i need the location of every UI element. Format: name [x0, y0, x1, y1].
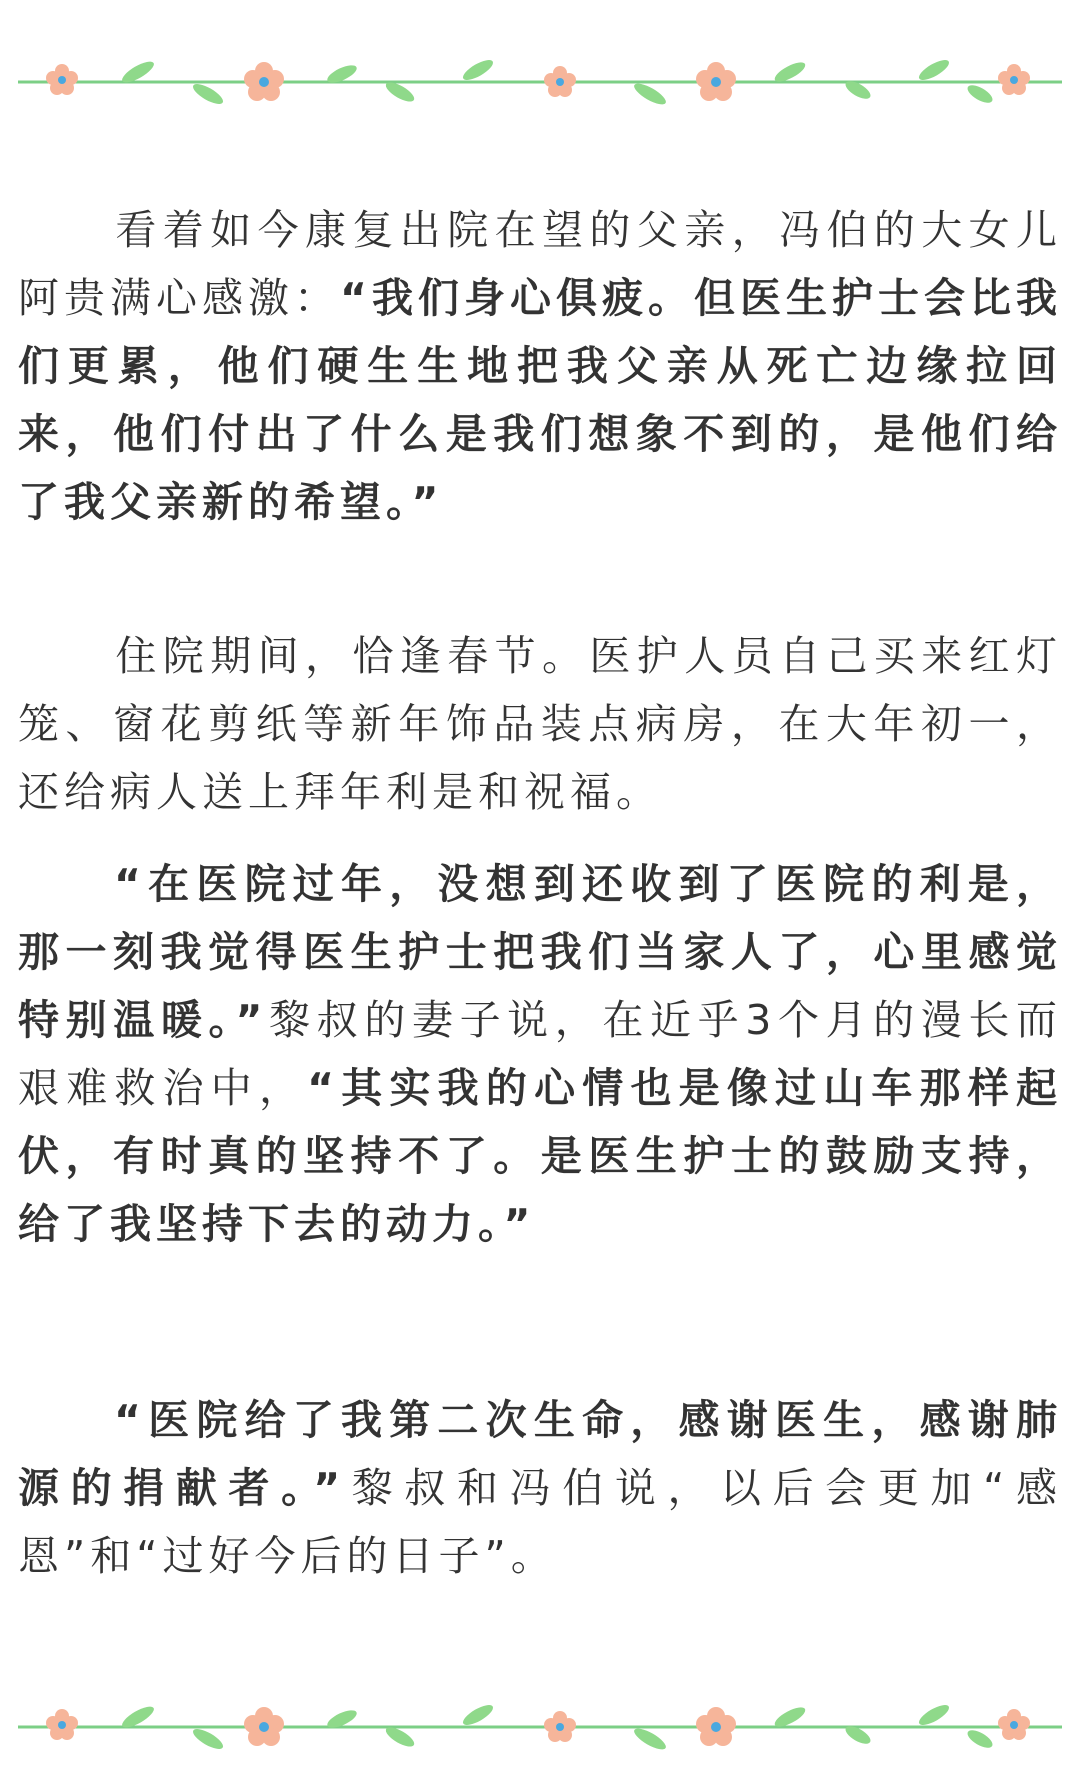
paragraph-4	[18, 1386, 1062, 1590]
flower-vine-border-bottom	[0, 1685, 1080, 1775]
paragraph-1-quote: “我们身心俱疲。但医生护士会比我们更累，他们硬生生地把我父亲从死亡边缘拉回来，他们付出了什么是我们想象不到的，是他们给了我父亲新的希望。”	[18, 274, 1062, 526]
flower-vine-border-top	[0, 40, 1080, 130]
paragraph-3-quote-2: “其实我的心情也是像过山车那样起伏，有时真的坚持不了。是医生护士的鼓励支持，给了我坚持下去的动力。”	[18, 1064, 1062, 1248]
paragraph-4-quote: “医院给了我第二次生命，感谢医生，感谢肺源的捐献者。”	[18, 1396, 1062, 1512]
paragraph-2-text: 住院期间，恰逢春节。医护人员自己买来红灯笼、窗花剪纸等新年饰品装点病房，在大年初一，还给病人送上拜年利是和祝福。	[18, 632, 1062, 816]
paragraph-4-text: 黎叔和冯伯说，以后会更加“感恩”和“过好今后的日子”。	[18, 1464, 1062, 1580]
paragraph-1	[18, 196, 1062, 536]
paragraph-3-quote-1: “在医院过年，没想到还收到了医院的利是，那一刻我觉得医生护士把我们当家人了，心里感觉特别温暖。”	[18, 860, 1062, 1044]
paragraph-1-text: 看着如今康复出院在望的父亲，冯伯的大女儿阿贵满心感激：	[18, 206, 1062, 322]
paragraph-3-text: 黎叔的妻子说，在近乎3个月的漫长而艰难救治中，	[18, 996, 1062, 1112]
paragraph-2	[18, 622, 1062, 826]
paragraph-3	[18, 850, 1062, 1258]
